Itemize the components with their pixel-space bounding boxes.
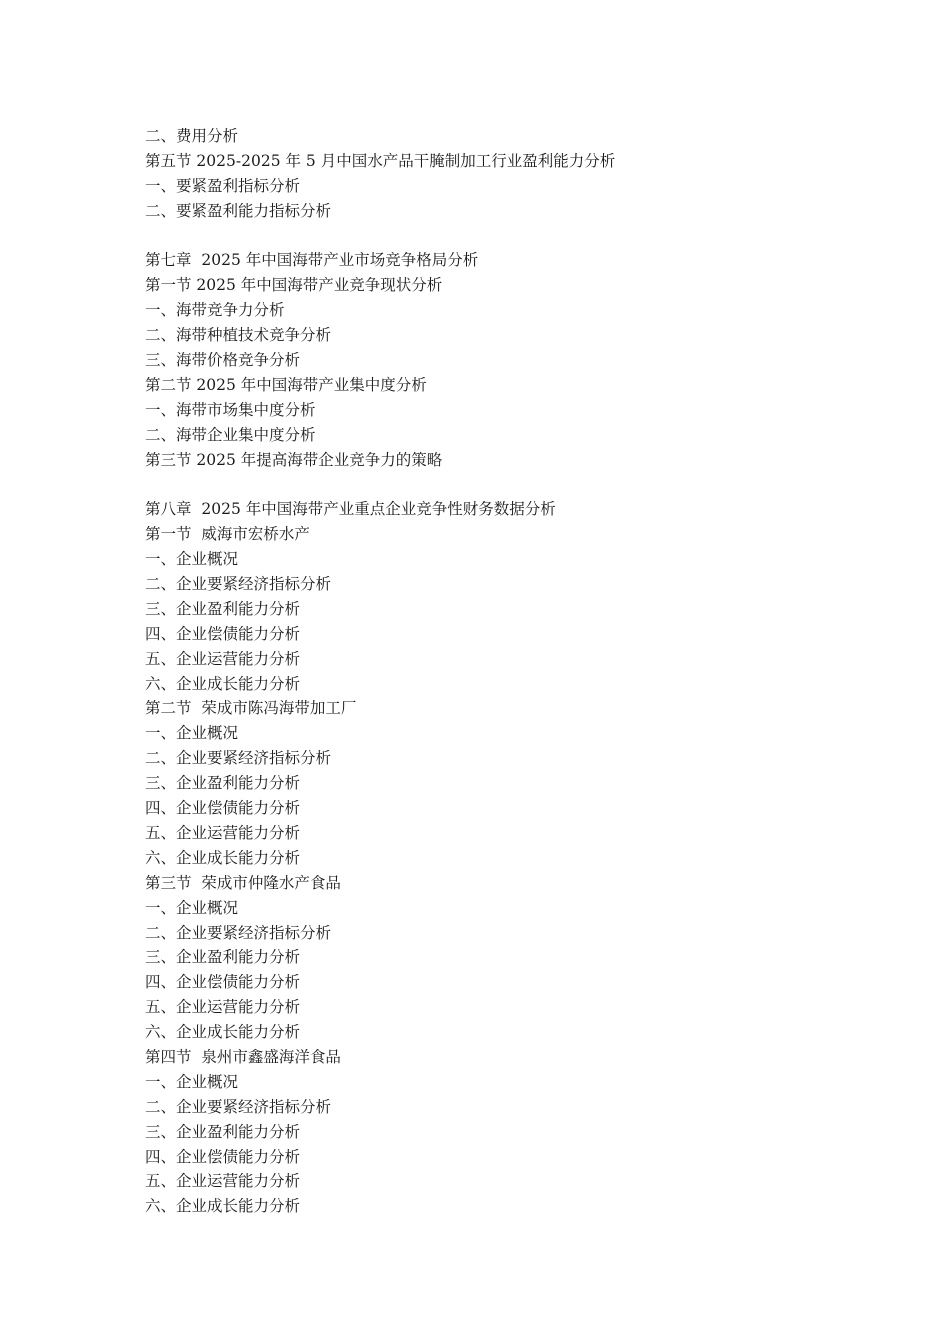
subsection-item: 一、企业概况 [145, 1072, 239, 1091]
section-heading: 第三节 2025 年提高海带企业竞争力的策略 [145, 450, 443, 469]
subsection-item: 一、要紧盈利指标分析 [145, 176, 301, 195]
subsection-item: 一、海带市场集中度分析 [145, 400, 316, 419]
table-of-contents [145, 124, 865, 1219]
subsection-item: 二、海带种植技术竞争分析 [145, 326, 332, 345]
section-heading: 第二节 荣成市陈冯海带加工厂 [145, 699, 357, 718]
section-heading: 第五节 2025-2025 年 5 月中国水产品干腌制加工行业盈利能力分析 [145, 151, 616, 170]
subsection-item: 四、企业偿债能力分析 [145, 624, 301, 643]
subsection-item: 三、企业盈利能力分析 [145, 948, 301, 967]
section-heading: 第三节 荣成市仲隆水产食品 [145, 873, 341, 892]
subsection-item: 五、企业运营能力分析 [145, 998, 301, 1017]
subsection-item: 二、海带企业集中度分析 [145, 425, 316, 444]
subsection-item: 一、海带竞争力分析 [145, 301, 285, 320]
subsection-item: 一、企业概况 [145, 550, 239, 569]
chapter-heading: 第八章 2025 年中国海带产业重点企业竞争性财务数据分析 [145, 500, 556, 519]
blank-line [145, 224, 865, 249]
subsection-item: 三、企业盈利能力分析 [145, 1122, 301, 1141]
subsection-item: 五、企业运营能力分析 [145, 1172, 301, 1191]
chapter-heading: 第七章 2025 年中国海带产业市场竞争格局分析 [145, 251, 479, 270]
subsection-item: 五、企业运营能力分析 [145, 823, 301, 842]
subsection-item: 二、企业要紧经济指标分析 [145, 575, 332, 594]
section-heading: 第二节 2025 年中国海带产业集中度分析 [145, 375, 427, 394]
subsection-item: 三、企业盈利能力分析 [145, 599, 301, 618]
subsection-item: 二、企业要紧经济指标分析 [145, 749, 332, 768]
subsection-item: 六、企业成长能力分析 [145, 1023, 301, 1042]
subsection-item: 一、企业概况 [145, 898, 239, 917]
section-heading: 第四节 泉州市鑫盛海洋食品 [145, 1047, 341, 1066]
subsection-item: 二、要紧盈利能力指标分析 [145, 201, 332, 220]
subsection-item: 六、企业成长能力分析 [145, 848, 301, 867]
subsection-item: 四、企业偿债能力分析 [145, 1147, 301, 1166]
subsection-item: 五、企业运营能力分析 [145, 649, 301, 668]
subsection-item: 二、企业要紧经济指标分析 [145, 923, 332, 942]
blank-line [145, 472, 865, 497]
section-heading: 第一节 威海市宏桥水产 [145, 525, 310, 544]
subsection-item: 三、企业盈利能力分析 [145, 774, 301, 793]
subsection-item: 四、企业偿债能力分析 [145, 973, 301, 992]
subsection-item: 六、企业成长能力分析 [145, 1197, 301, 1216]
subsection-item: 一、企业概况 [145, 724, 239, 743]
section-heading: 第一节 2025 年中国海带产业竞争现状分析 [145, 276, 443, 295]
subsection-item: 二、费用分析 [145, 127, 239, 145]
subsection-item: 六、企业成长能力分析 [145, 674, 301, 693]
subsection-item: 四、企业偿债能力分析 [145, 799, 301, 818]
subsection-item: 三、海带价格竞争分析 [145, 351, 301, 370]
subsection-item: 二、企业要紧经济指标分析 [145, 1097, 332, 1116]
